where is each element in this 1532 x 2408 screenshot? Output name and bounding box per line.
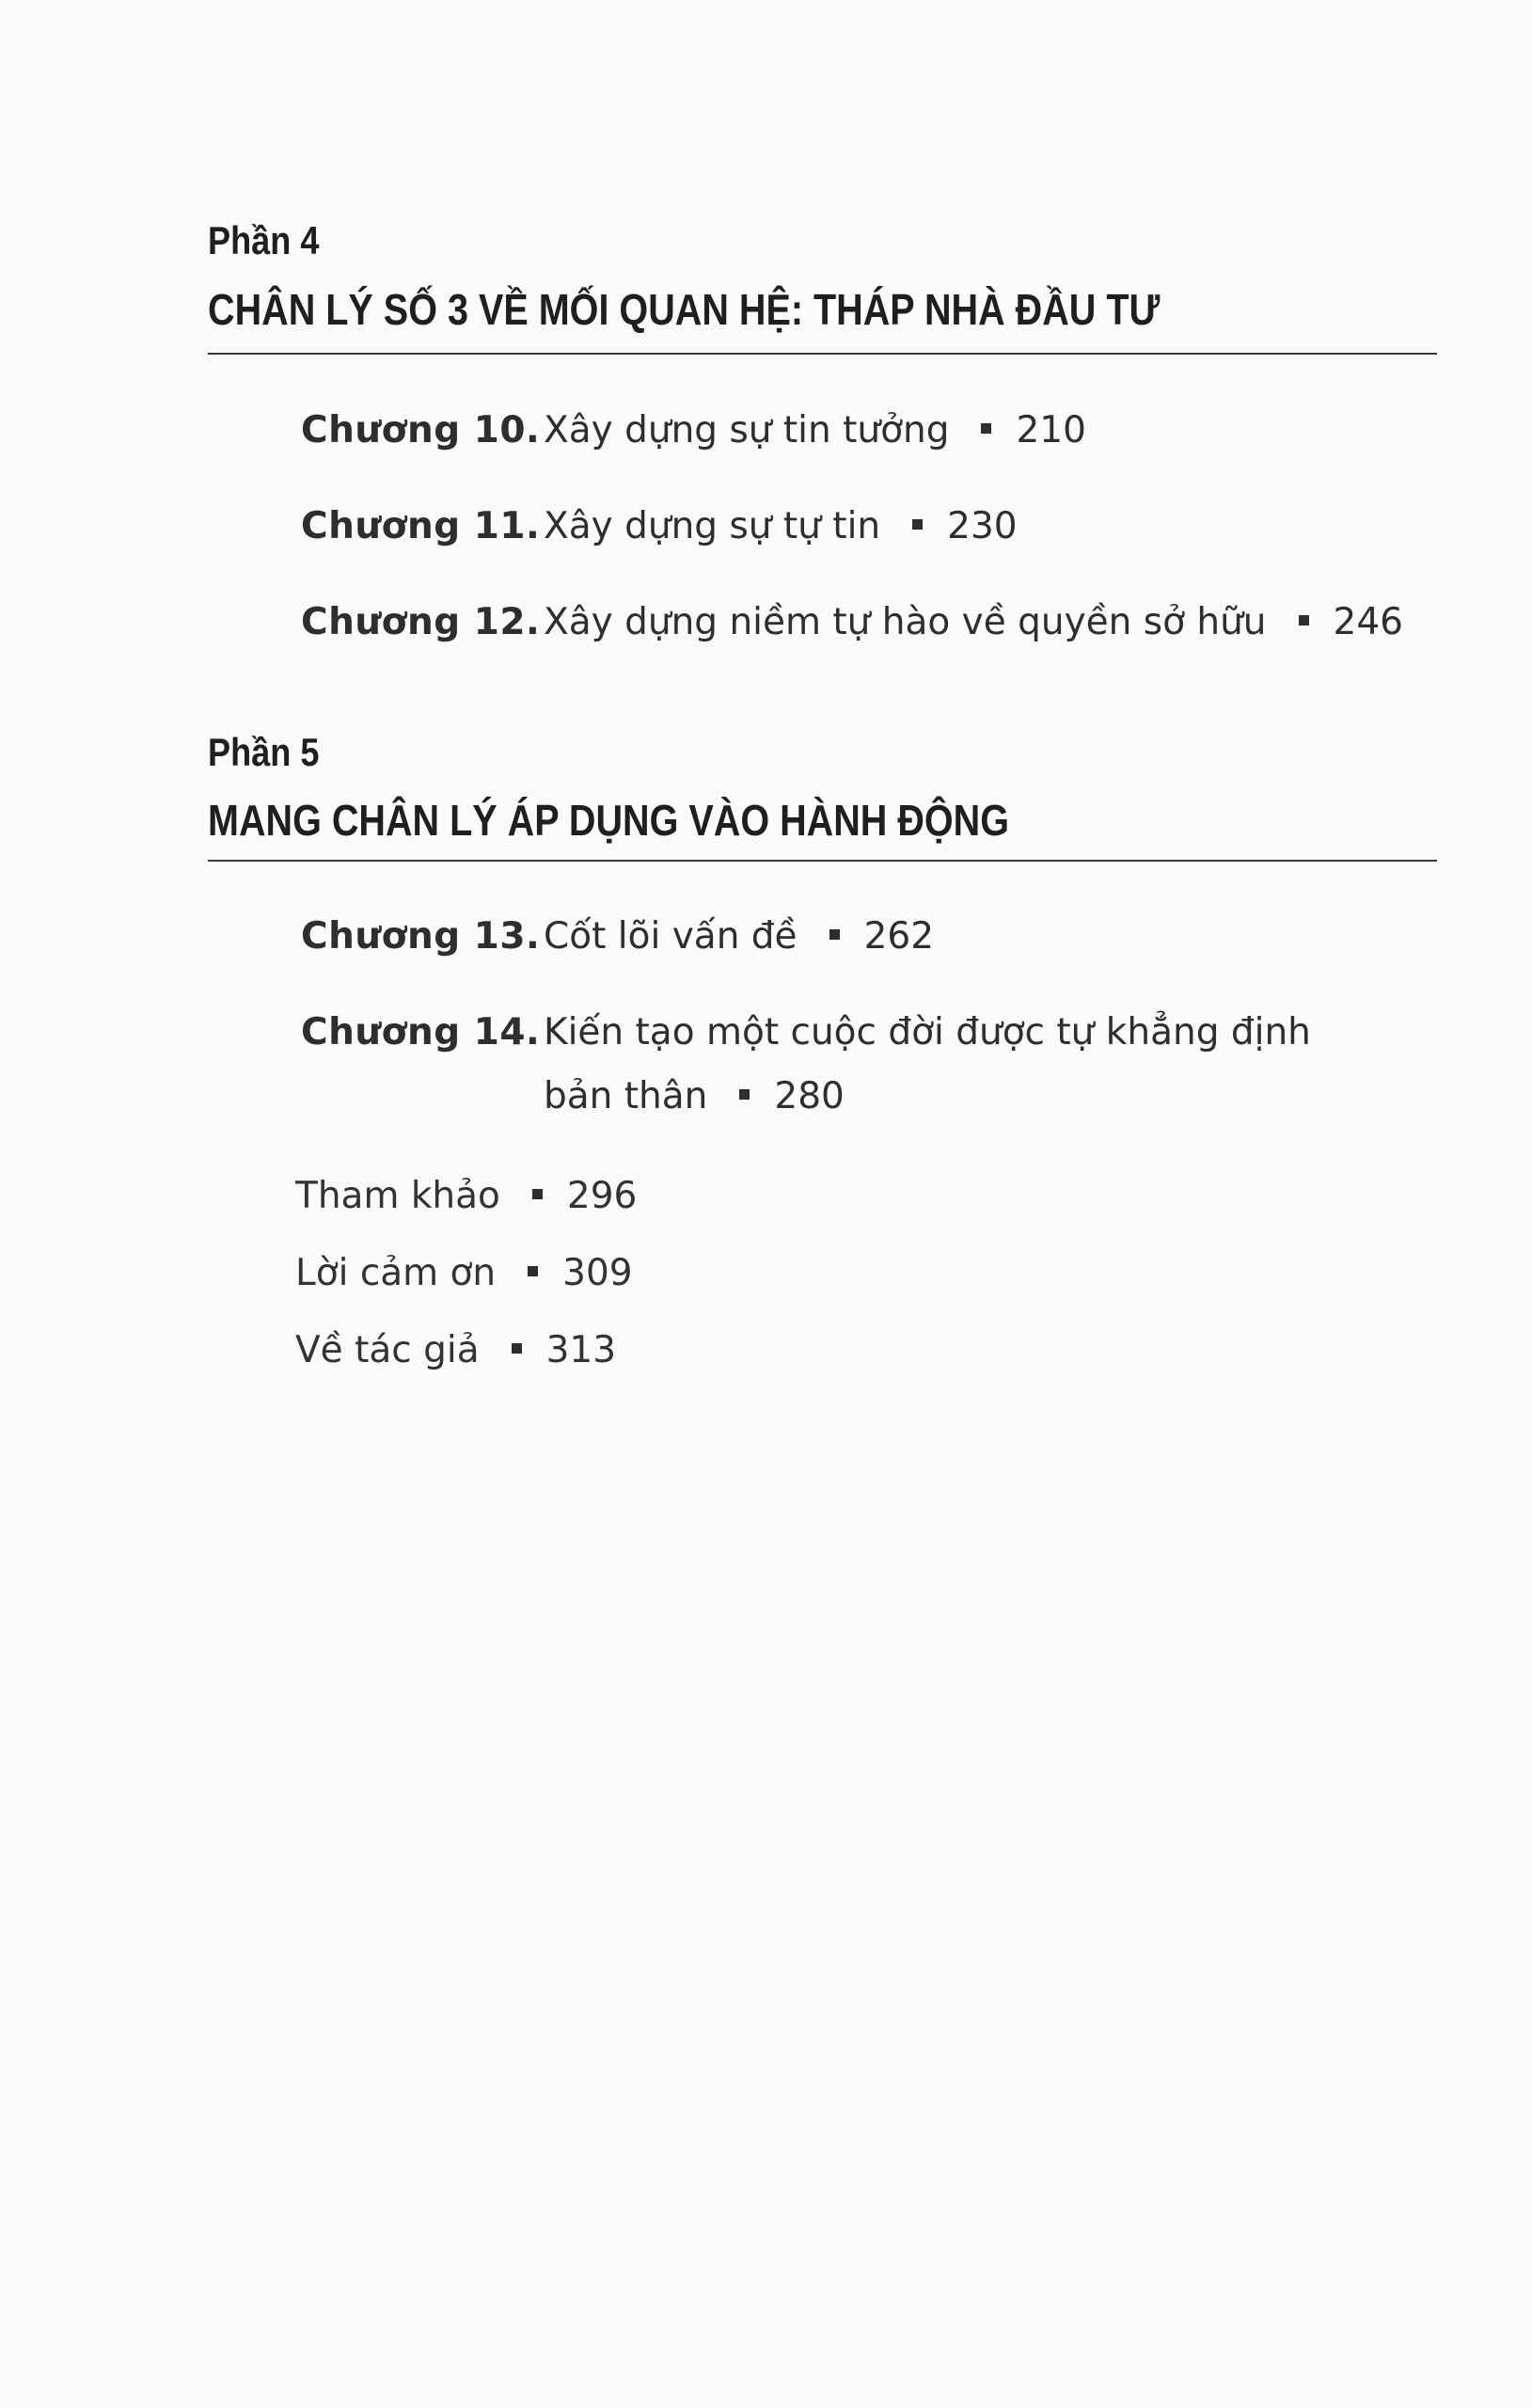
toc-entry-chapter-10[interactable]: [0, 409, 1532, 459]
chapter-12-label-wrap: [301, 601, 541, 643]
chapter-10-page: 210: [1016, 409, 1086, 452]
chapter-12-page: 246: [1333, 601, 1403, 643]
bullet-separator-icon: [829, 929, 840, 940]
chapter-14-title-line2: bản thân: [544, 1075, 708, 1117]
chapter-13-number: 13.: [473, 915, 541, 958]
chapter-13-title: Cốt lõi vấn đề: [544, 915, 798, 958]
about-author-page: 313: [545, 1329, 617, 1371]
chapter-11-title: Xây dựng sự tự tin: [544, 505, 881, 547]
bullet-separator-icon: [981, 423, 991, 434]
chapter-14-title-line1: Kiến tạo một cuộc đời được tự khẳng định: [544, 1011, 1311, 1054]
chapter-11-number: 11.: [473, 505, 541, 547]
chapter-10-label: Chương: [301, 409, 461, 452]
bullet-separator-icon: [528, 1266, 538, 1276]
chapter-14-label-wrap: [301, 1011, 541, 1054]
chapter-14-label: Chương: [301, 1011, 461, 1054]
chapter-10-title: Xây dựng sự tin tưởng: [544, 409, 950, 452]
references-title: Tham khảo: [295, 1175, 500, 1217]
toc-entry-chapter-14[interactable]: [0, 1011, 1532, 1127]
part-5-label: Phần 5: [208, 730, 320, 774]
about-author-title: Về tác giả: [295, 1329, 480, 1371]
toc-entry-acknowledgements[interactable]: [295, 1252, 633, 1294]
chapter-14-title-wrap: [544, 1075, 845, 1117]
references-page: 296: [566, 1175, 638, 1217]
chapter-13-page: 262: [863, 915, 935, 958]
chapter-13-label-wrap: [301, 915, 541, 958]
bullet-separator-icon: [912, 519, 923, 530]
part-4-label: Phần 4: [208, 218, 320, 262]
bullet-separator-icon: [532, 1189, 543, 1199]
chapter-13-label: Chương: [301, 915, 461, 958]
part-5-divider: [208, 860, 1437, 862]
bullet-separator-icon: [1299, 615, 1309, 626]
bullet-separator-icon: [512, 1343, 522, 1354]
chapter-11-title-wrap: [544, 505, 1018, 547]
chapter-10-label-wrap: [301, 409, 541, 452]
chapter-10-number: 10.: [473, 409, 541, 452]
chapter-14-page: 280: [774, 1075, 845, 1117]
toc-entry-references[interactable]: [295, 1175, 638, 1217]
chapter-12-label: Chương: [301, 601, 461, 643]
toc-entry-chapter-11[interactable]: [0, 505, 1532, 555]
acknowledgements-title: Lời cảm ơn: [295, 1252, 497, 1294]
toc-entry-about-author[interactable]: [295, 1329, 617, 1371]
part-5-title: MANG CHÂN LÝ ÁP DỤNG VÀO HÀNH ĐỘNG: [208, 796, 1010, 845]
toc-entry-chapter-13[interactable]: [0, 915, 1532, 965]
chapter-12-title-wrap: [544, 601, 1403, 643]
part-4-divider: [208, 353, 1437, 355]
chapter-12-number: 12.: [473, 601, 541, 643]
acknowledgements-page: 309: [562, 1252, 633, 1294]
chapter-11-label: Chương: [301, 505, 461, 547]
chapter-11-page: 230: [947, 505, 1018, 547]
chapter-14-number: 14.: [473, 1011, 541, 1054]
part-4-title: CHÂN LÝ SỐ 3 VỀ MỐI QUAN HỆ: THÁP NHÀ ĐẦU TƯ: [208, 285, 1161, 334]
chapter-11-label-wrap: [301, 505, 541, 547]
chapter-10-title-wrap: [544, 409, 1086, 452]
chapter-13-title-wrap: [544, 915, 935, 958]
toc-entry-chapter-12[interactable]: [0, 601, 1532, 651]
chapter-12-title: Xây dựng niềm tự hào về quyền sở hữu: [544, 601, 1267, 643]
bullet-separator-icon: [739, 1089, 750, 1100]
